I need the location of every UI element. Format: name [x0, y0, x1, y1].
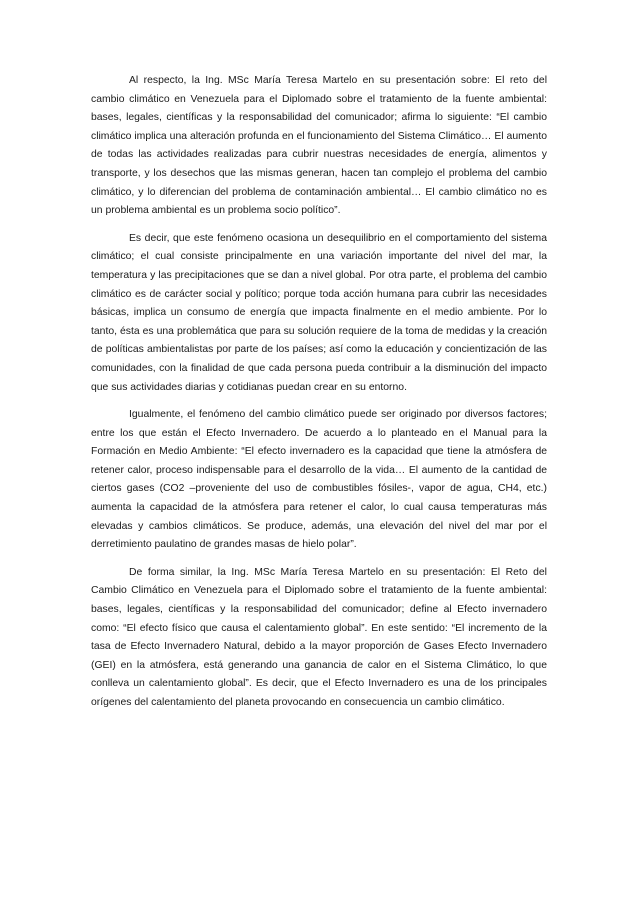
paragraph-1: Al respecto, la Ing. MSc María Teresa Martelo en su presentación sobre: El reto del cambio climático en Venezuela para el Diplomado sobre el tratamiento de la fuente ambiental: bases, legales, científicas y la responsabilidad del comunicador; afirma lo siguiente: “El cambio climático implica una alteración profunda en el funcionamiento del Sistema Climático… El aumento de todas las actividades realizadas para cubrir nuestras necesidades de energía, alimentos y transporte, y los desechos que las mismas generan, hacen tan complejo el problema del cambio climático, y lo diferencian del problema de contaminación ambiental… El cambio climático no es un problema ambiental es un problema socio político”. — [91, 75, 547, 217]
paragraph-4: De forma similar, la Ing. MSc María Teresa Martelo en su presentación: El Reto del Cambio Climático en Venezuela para el Diplomado sobre el tratamiento de la fuente ambiental: bases, legales, científicas y la responsabilidad del comunicador; define al Efecto invernadero como: “El efecto físico que causa el calentamiento global”. En este sentido: “El incremento de la tasa de Efecto Invernadero Natural, debido a la mayor proporción de Gases Efecto Invernadero (GEI) en la atmósfera, está generando una ganancia de calor en el Sistema Climático, lo que conlleva un calentamiento global”. Es decir, que el Efecto Invernadero es una de los principales orígenes del calentamiento del planeta provocando en consecuencia un cambio climático. — [91, 566, 547, 708]
document-body — [91, 72, 547, 722]
paragraph-2: Es decir, que este fenómeno ocasiona un desequilibrio en el comportamiento del sistema climático; el cual consiste principalmente en una variación importante del nivel del mar, la temperatura y las precipitaciones que se dan a nivel global. Por otra parte, el problema del cambio climático es de carácter social y político; porque toda acción humana para cubrir las necesidades básicas, implica un consumo de energía que impacta finalmente en el medio ambiente. Por lo tanto, ésta es una problemática que para su solución requiere de la toma de medidas y la creación de políticas ambientalistas por parte de los países; así como la educación y concientización de las comunidades, con la finalidad de que cada persona pueda contribuir a la disminución del impacto que sus actividades diarias y cotidianas puedan crear en su entorno. — [91, 232, 547, 393]
paragraph-3: Igualmente, el fenómeno del cambio climático puede ser originado por diversos factores; entre los que están el Efecto Invernadero. De acuerdo a lo planteado en el Manual para la Formación en Medio Ambiente: “El efecto invernadero es la capacidad que tiene la atmósfera de retener calor, proceso indispensable para el desarrollo de la vida… El aumento de la cantidad de ciertos gases (CO2 –proveniente del uso de combustibles fósiles-, vapor de agua, CH4, etc.) aumenta la capacidad de la atmósfera para retener el calor, lo cual causa temperaturas más elevadas y cambios climáticos. Se produce, además, una elevación del nivel del mar por el derretimiento paulatino de grandes masas de hielo polar”. — [91, 409, 547, 551]
